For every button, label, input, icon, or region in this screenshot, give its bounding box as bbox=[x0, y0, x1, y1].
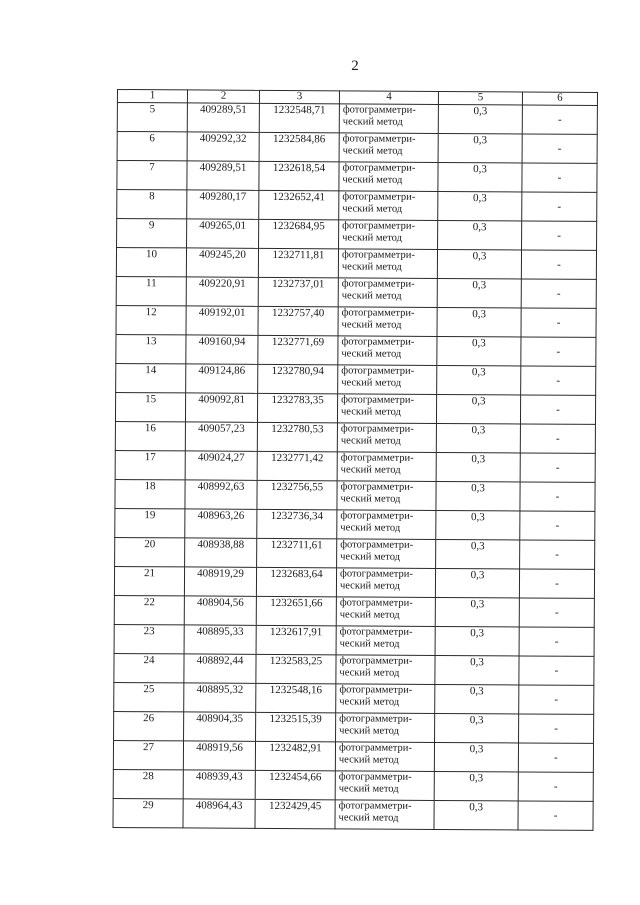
note-cell: - bbox=[520, 453, 595, 482]
note-cell: - bbox=[519, 569, 594, 598]
column-header: 2 bbox=[187, 90, 259, 103]
method-line-1: фотограмметри- bbox=[340, 423, 414, 435]
method-cell bbox=[336, 684, 435, 714]
point-number-cell: 9 bbox=[117, 219, 187, 248]
x-coordinate-cell: 409280,17 bbox=[187, 190, 259, 219]
method-line-2: ческий метод bbox=[340, 464, 401, 476]
method-line-1: фотограмметри- bbox=[340, 452, 414, 464]
accuracy-cell: 0,3 bbox=[434, 771, 518, 801]
method-line-2: ческий метод bbox=[341, 377, 402, 389]
table-row bbox=[115, 537, 595, 569]
column-header: 6 bbox=[522, 92, 597, 105]
point-number-cell: 11 bbox=[116, 276, 186, 305]
note-cell: - bbox=[518, 743, 593, 772]
table-row bbox=[114, 595, 594, 627]
accuracy-cell: 0,3 bbox=[436, 452, 520, 482]
accuracy-cell: 0,3 bbox=[436, 510, 520, 540]
column-header: 1 bbox=[117, 90, 187, 103]
method-cell bbox=[337, 510, 436, 540]
method-line-1: фотограмметри- bbox=[341, 278, 415, 290]
method-line-1: фотограмметри- bbox=[338, 800, 412, 812]
method-line-2: ческий метод bbox=[342, 174, 403, 186]
x-coordinate-cell: 409124,86 bbox=[186, 364, 258, 393]
accuracy-cell: 0,3 bbox=[438, 220, 522, 250]
note-cell: - bbox=[522, 221, 597, 250]
point-number-cell: 28 bbox=[113, 769, 183, 798]
y-coordinate-cell: 1232736,34 bbox=[257, 509, 337, 538]
method-line-1: фотограмметри- bbox=[340, 481, 414, 493]
note-cell: - bbox=[519, 685, 594, 714]
method-line-2: ческий метод bbox=[339, 667, 400, 679]
point-number-cell: 27 bbox=[113, 740, 183, 769]
method-cell bbox=[338, 365, 437, 395]
y-coordinate-cell: 1232780,53 bbox=[257, 422, 337, 451]
point-number-cell: 6 bbox=[117, 132, 187, 161]
method-line-1: фотограмметри- bbox=[339, 626, 413, 638]
note-cell: - bbox=[522, 163, 597, 192]
x-coordinate-cell: 409160,94 bbox=[186, 335, 258, 364]
method-cell bbox=[339, 162, 438, 192]
accuracy-cell: 0,3 bbox=[437, 249, 521, 279]
method-cell bbox=[337, 452, 436, 482]
method-line-2: ческий метод bbox=[342, 145, 403, 157]
x-coordinate-cell: 408904,56 bbox=[184, 596, 256, 625]
y-coordinate-cell: 1232429,45 bbox=[255, 799, 335, 828]
column-header: 5 bbox=[438, 91, 522, 105]
method-line-2: ческий метод bbox=[342, 116, 403, 128]
method-line-1: фотограмметри- bbox=[342, 220, 416, 232]
method-line-2: ческий метод bbox=[340, 551, 401, 563]
method-line-2: ческий метод bbox=[342, 232, 403, 244]
accuracy-cell: 0,3 bbox=[438, 133, 522, 163]
accuracy-cell: 0,3 bbox=[435, 713, 519, 743]
y-coordinate-cell: 1232617,91 bbox=[256, 625, 336, 654]
method-line-1: фотограмметри- bbox=[341, 394, 415, 406]
accuracy-cell: 0,3 bbox=[434, 800, 518, 830]
x-coordinate-cell: 408904,35 bbox=[184, 712, 256, 741]
point-number-cell: 13 bbox=[116, 334, 186, 363]
note-cell: - bbox=[521, 250, 596, 279]
y-coordinate-cell: 1232583,25 bbox=[256, 654, 336, 683]
method-cell bbox=[339, 220, 438, 250]
y-coordinate-cell: 1232780,94 bbox=[258, 364, 338, 393]
method-line-1: фотограмметри- bbox=[342, 191, 416, 203]
point-number-cell: 7 bbox=[117, 161, 187, 190]
y-coordinate-cell: 1232454,66 bbox=[255, 770, 335, 799]
x-coordinate-cell: 408892,44 bbox=[184, 654, 256, 683]
table-row bbox=[114, 624, 594, 656]
method-cell bbox=[337, 394, 436, 424]
note-cell: - bbox=[518, 801, 593, 830]
method-cell bbox=[335, 800, 434, 830]
x-coordinate-cell: 408992,63 bbox=[185, 480, 257, 509]
method-line-1: фотограмметри- bbox=[338, 771, 412, 783]
point-number-cell: 10 bbox=[116, 248, 186, 277]
method-line-1: фотограмметри- bbox=[340, 568, 413, 580]
note-cell: - bbox=[520, 482, 595, 511]
table-row bbox=[114, 566, 594, 598]
method-line-1: фотограмметри- bbox=[342, 104, 416, 116]
method-cell bbox=[336, 626, 435, 656]
table-row bbox=[114, 682, 594, 714]
accuracy-cell: 0,3 bbox=[435, 568, 519, 598]
accuracy-cell: 0,3 bbox=[437, 336, 521, 366]
table-row bbox=[115, 450, 595, 482]
method-line-2: ческий метод bbox=[342, 203, 403, 215]
y-coordinate-cell: 1232651,66 bbox=[256, 596, 336, 625]
method-cell bbox=[339, 191, 438, 221]
point-number-cell: 15 bbox=[115, 392, 185, 421]
table-row bbox=[113, 740, 593, 772]
method-cell bbox=[339, 133, 438, 163]
method-line-2: ческий метод bbox=[339, 580, 400, 592]
method-line-2: ческий метод bbox=[339, 696, 400, 708]
method-line-1: фотограмметри- bbox=[339, 713, 413, 725]
table-row bbox=[114, 711, 594, 743]
y-coordinate-cell: 1232711,61 bbox=[257, 538, 337, 567]
method-line-2: ческий метод bbox=[341, 348, 402, 360]
page-number: 2 bbox=[351, 58, 359, 74]
method-line-2: ческий метод bbox=[339, 725, 399, 737]
table-row bbox=[115, 421, 595, 453]
accuracy-cell: 0,3 bbox=[437, 365, 521, 395]
x-coordinate-cell: 408919,56 bbox=[183, 741, 255, 770]
point-number-cell: 20 bbox=[115, 537, 185, 566]
method-line-1: фотограмметри- bbox=[341, 365, 415, 377]
x-coordinate-cell: 408895,33 bbox=[184, 625, 256, 654]
point-number-cell: 8 bbox=[117, 190, 187, 219]
point-number-cell: 5 bbox=[117, 103, 187, 132]
note-cell: - bbox=[521, 337, 596, 366]
x-coordinate-cell: 408919,29 bbox=[184, 567, 256, 596]
note-cell: - bbox=[519, 656, 594, 685]
method-line-2: ческий метод bbox=[340, 493, 401, 505]
method-cell bbox=[337, 481, 436, 511]
y-coordinate-cell: 1232783,35 bbox=[257, 393, 337, 422]
method-cell bbox=[337, 539, 436, 569]
method-line-1: фотограмметри- bbox=[341, 307, 415, 319]
point-number-cell: 19 bbox=[115, 508, 185, 537]
y-coordinate-cell: 1232757,40 bbox=[258, 306, 338, 335]
note-cell: - bbox=[519, 598, 594, 627]
accuracy-cell: 0,3 bbox=[437, 278, 521, 308]
x-coordinate-cell: 409289,51 bbox=[187, 103, 259, 132]
accuracy-cell: 0,3 bbox=[438, 162, 522, 192]
method-line-1: фотограмметри- bbox=[342, 162, 416, 174]
table-row bbox=[116, 363, 596, 395]
note-cell: - bbox=[518, 772, 593, 801]
method-line-2: ческий метод bbox=[340, 435, 401, 447]
column-header: 4 bbox=[339, 91, 438, 105]
method-line-1: фотограмметри- bbox=[340, 510, 414, 522]
accuracy-cell: 0,3 bbox=[435, 626, 519, 656]
note-cell: - bbox=[520, 511, 595, 540]
table-row bbox=[115, 479, 595, 511]
accuracy-cell: 0,3 bbox=[436, 539, 520, 569]
table-row bbox=[117, 219, 597, 251]
table-row bbox=[117, 132, 597, 164]
method-line-2: ческий метод bbox=[340, 406, 401, 418]
y-coordinate-cell: 1232683,64 bbox=[256, 567, 336, 596]
x-coordinate-cell: 409092,81 bbox=[185, 393, 257, 422]
method-cell bbox=[335, 742, 434, 772]
method-cell bbox=[338, 307, 437, 337]
method-cell bbox=[338, 278, 437, 308]
accuracy-cell: 0,3 bbox=[436, 423, 520, 453]
accuracy-cell: 0,3 bbox=[435, 655, 519, 685]
point-number-cell: 14 bbox=[116, 363, 186, 392]
method-line-2: ческий метод bbox=[341, 290, 402, 302]
method-line-2: ческий метод bbox=[339, 638, 400, 650]
method-line-2: ческий метод bbox=[338, 754, 399, 766]
table-row bbox=[116, 305, 596, 337]
note-cell: - bbox=[520, 540, 595, 569]
x-coordinate-cell: 409289,51 bbox=[187, 161, 259, 190]
method-line-2: ческий метод bbox=[341, 319, 402, 331]
method-cell bbox=[338, 336, 437, 366]
y-coordinate-cell: 1232652,41 bbox=[259, 190, 339, 219]
note-cell: - bbox=[520, 395, 595, 424]
point-number-cell: 29 bbox=[113, 798, 183, 827]
accuracy-cell: 0,3 bbox=[437, 307, 521, 337]
method-line-1: фотограмметри- bbox=[338, 742, 412, 754]
point-number-cell: 24 bbox=[114, 653, 184, 682]
x-coordinate-cell: 409245,20 bbox=[186, 248, 258, 277]
method-line-1: фотограмметри- bbox=[339, 684, 413, 696]
note-cell: - bbox=[522, 134, 597, 163]
point-number-cell: 18 bbox=[115, 479, 185, 508]
x-coordinate-cell: 409220,91 bbox=[186, 277, 258, 306]
point-number-cell: 22 bbox=[114, 595, 184, 624]
method-line-1: фотограмметри- bbox=[339, 655, 413, 667]
point-number-cell: 25 bbox=[114, 682, 184, 711]
method-line-1: фотограмметри- bbox=[341, 249, 415, 261]
y-coordinate-cell: 1232482,91 bbox=[255, 741, 335, 770]
x-coordinate-cell: 408963,26 bbox=[185, 509, 257, 538]
coordinates-table bbox=[112, 89, 598, 831]
method-cell bbox=[336, 597, 435, 627]
method-line-2: ческий метод bbox=[340, 522, 401, 534]
table-row bbox=[117, 103, 597, 135]
note-cell: - bbox=[522, 105, 597, 134]
point-number-cell: 21 bbox=[114, 566, 184, 595]
accuracy-cell: 0,3 bbox=[435, 597, 519, 627]
accuracy-cell: 0,3 bbox=[436, 481, 520, 511]
x-coordinate-cell: 408939,43 bbox=[183, 770, 255, 799]
x-coordinate-cell: 408938,88 bbox=[185, 538, 257, 567]
method-line-1: фотограмметри- bbox=[342, 133, 416, 145]
method-cell bbox=[335, 771, 434, 801]
column-header: 3 bbox=[259, 90, 339, 103]
table-row bbox=[115, 392, 595, 424]
y-coordinate-cell: 1232618,54 bbox=[259, 161, 339, 190]
y-coordinate-cell: 1232684,95 bbox=[259, 219, 339, 248]
x-coordinate-cell: 408964,43 bbox=[183, 799, 255, 828]
table-row bbox=[115, 508, 595, 540]
accuracy-cell: 0,3 bbox=[435, 684, 519, 714]
method-cell bbox=[336, 713, 435, 743]
y-coordinate-cell: 1232756,55 bbox=[257, 480, 337, 509]
accuracy-cell: 0,3 bbox=[434, 742, 518, 772]
x-coordinate-cell: 409057,23 bbox=[185, 422, 257, 451]
table-row bbox=[113, 798, 593, 830]
y-coordinate-cell: 1232711,81 bbox=[258, 248, 338, 277]
table-row bbox=[116, 276, 596, 308]
x-coordinate-cell: 408895,32 bbox=[184, 683, 256, 712]
method-line-1: фотограмметри- bbox=[341, 336, 415, 348]
note-cell: - bbox=[521, 308, 596, 337]
method-cell bbox=[337, 423, 436, 453]
y-coordinate-cell: 1232771,42 bbox=[257, 451, 337, 480]
table-row bbox=[116, 248, 596, 280]
y-coordinate-cell: 1232515,39 bbox=[256, 712, 336, 741]
y-coordinate-cell: 1232548,16 bbox=[256, 683, 336, 712]
x-coordinate-cell: 409192,01 bbox=[186, 306, 258, 335]
method-line-2: ческий метод bbox=[338, 812, 399, 824]
y-coordinate-cell: 1232771,69 bbox=[258, 335, 338, 364]
method-cell bbox=[336, 655, 435, 685]
x-coordinate-cell: 409024,27 bbox=[185, 451, 257, 480]
note-cell: - bbox=[519, 627, 594, 656]
accuracy-cell: 0,3 bbox=[438, 104, 522, 134]
table-row bbox=[113, 769, 593, 801]
method-line-1: фотограмметри- bbox=[339, 597, 413, 609]
table-row bbox=[116, 334, 596, 366]
table-row bbox=[117, 190, 597, 222]
point-number-cell: 26 bbox=[114, 711, 184, 740]
table-row bbox=[117, 161, 597, 193]
note-cell: - bbox=[522, 192, 597, 221]
note-cell: - bbox=[521, 279, 596, 308]
y-coordinate-cell: 1232737,01 bbox=[258, 277, 338, 306]
method-cell bbox=[338, 249, 437, 279]
note-cell: - bbox=[519, 714, 594, 743]
y-coordinate-cell: 1232584,86 bbox=[259, 132, 339, 161]
y-coordinate-cell: 1232548,71 bbox=[259, 103, 339, 132]
accuracy-cell: 0,3 bbox=[436, 394, 520, 424]
x-coordinate-cell: 409292,32 bbox=[187, 132, 259, 161]
point-number-cell: 16 bbox=[115, 421, 185, 450]
point-number-cell: 23 bbox=[114, 624, 184, 653]
x-coordinate-cell: 409265,01 bbox=[187, 219, 259, 248]
point-number-cell: 17 bbox=[115, 450, 185, 479]
method-line-1: фотограмметри- bbox=[340, 539, 414, 551]
table-row bbox=[114, 653, 594, 685]
accuracy-cell: 0,3 bbox=[438, 191, 522, 221]
method-line-2: ческий метод bbox=[341, 261, 402, 273]
method-line-2: ческий метод bbox=[339, 609, 400, 621]
point-number-cell: 12 bbox=[116, 305, 186, 334]
method-line-2: ческий метод bbox=[338, 783, 399, 795]
note-cell: - bbox=[521, 366, 596, 395]
method-cell bbox=[339, 104, 438, 134]
note-cell: - bbox=[520, 424, 595, 453]
method-cell bbox=[336, 568, 435, 598]
